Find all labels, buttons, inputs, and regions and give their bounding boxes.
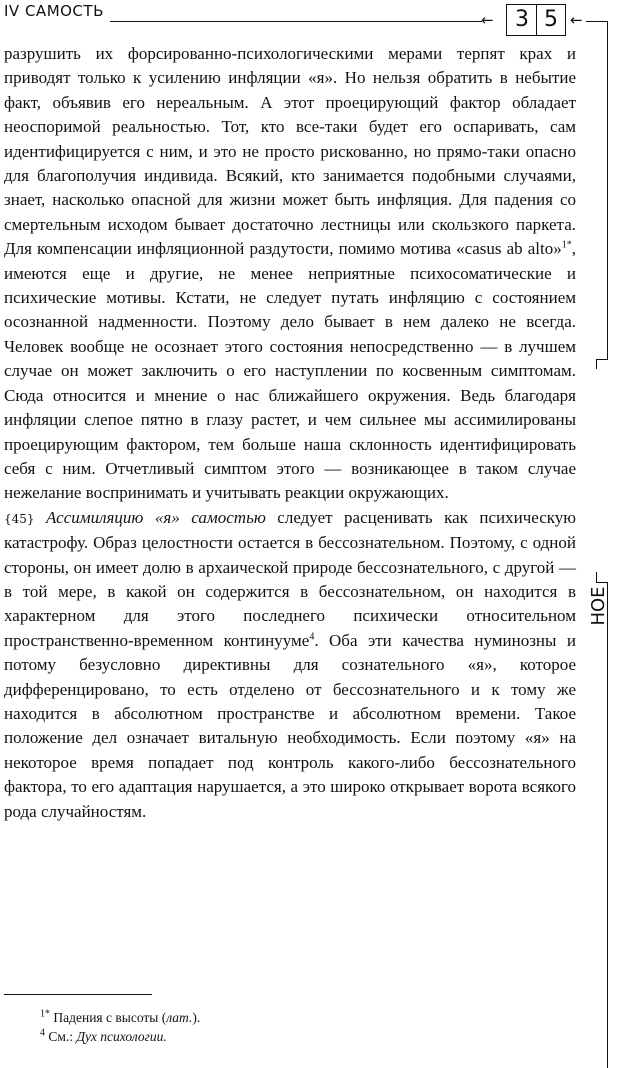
footnotes (40, 1008, 200, 1046)
margin-line-lower (607, 582, 608, 1068)
section-bracket-top-stub (596, 359, 597, 369)
left-arrow-icon: ← (481, 11, 494, 29)
footnote-mark: 4 (40, 1027, 45, 1039)
paragraph-text: разрушить их форсированно-психологическими мерами терпят крах и приводят только к усилению инфляции «я». Но нельзя обратить в небытие факт, объявив его нереальным. А этот проецирующий фактор обладает неоспоримой реальностью. Тот, кто все-таки будет его оспаривать, сам идентифицируется с ним, и это не просто рискованно, но прямо-таки опасно для благополучия индивида. Всякий, кто занимается подобными случаями, знает, насколько опасной для жизни может быть инфляция. Для падения со смертельным исходом бывает достаточно лестницы или скользкого паркета. Для компенсации инфляционной раздутости, помимо мотива «casus ab alto» (4, 44, 576, 259)
page-number-digit-1: 3 (515, 7, 529, 32)
footnote-text: Падения с высоты ( (50, 1010, 167, 1025)
section-side-label: НОЕ (588, 586, 609, 626)
footnote-ref: 4 (309, 631, 315, 643)
paragraph-number: {45} (4, 511, 35, 526)
footnote (40, 1008, 200, 1027)
paragraph-text: . Оба эти качества нуминозны и потому безусловно директивны для сознательного «я», которое дифференцировано, то есть отделено от бессознательного и к тому же находится в абсолютном пространстве и абсолютном времени. Такое положение дел означает витальную необходимость. Если поэтому «я» на некоторое время попадает под контроль какого-либо бессознательного фактора, то его адаптация нарушается, а это широко открывает ворота всякого рода случайностям. (4, 630, 576, 821)
header-rule (110, 21, 482, 22)
footnote-ref: 1* (561, 239, 572, 251)
left-arrow-icon: ← (570, 11, 583, 29)
section-bracket-bottom-stub (596, 572, 597, 582)
margin-line-upper (607, 22, 608, 359)
paragraph-text: следует расценивать как психическую катастрофу. Образ целостности остается в бессознательном. Поэтому, с одной стороны, он имеет долю в архаической природе бессознательного, с другой — в той мере, в какой он содержится в бессознательном, он находится в характерном для этого последнего психически относительном пространственно-временном континууме (4, 507, 576, 650)
emphasis-text: Ассимиляцию «я» самостью (46, 507, 266, 527)
body-text (4, 42, 576, 824)
running-head: IV САМОСТЬ (4, 2, 104, 20)
header-rule-right (586, 21, 608, 22)
paragraph-text: , имеются еще и другие, не менее неприятные психосоматические и психические мотивы. Кстати, не следует путать инфляцию с состоянием осознанной надменности. Поэтому дело бывает в нем далеко не всегда. Человек вообще не осознает этого состояния непосредственно — в лучшем случае он может заключить о его наступлении по косвенным симптомам. Сюда относится и мнение о нас ближайшего окружения. Ведь благодаря инфляции слепое пятно в глазу растет, и чем сильнее мы ассимилированы проецирующим фактором, тем больше наша склонность идентифицировать себя с ним. Отчетливый симптом этого — возникающее в таком случае нежелание воспринимать и учитывать реакции окружающих. (4, 239, 576, 503)
footnote-italic: лат. (166, 1010, 193, 1025)
footnote-tail: ). (192, 1010, 201, 1025)
paragraph (4, 42, 576, 506)
page-number-digit-2: 5 (544, 7, 558, 32)
paragraph (4, 506, 576, 824)
footnote-mark: 1* (40, 1008, 50, 1020)
page-number-box (506, 4, 566, 36)
footnote-text: См.: (45, 1029, 77, 1044)
footnote-italic: Дух психологии. (76, 1029, 167, 1044)
section-bracket-top (596, 359, 608, 360)
footnote (40, 1027, 200, 1046)
footnote-rule (4, 994, 152, 995)
